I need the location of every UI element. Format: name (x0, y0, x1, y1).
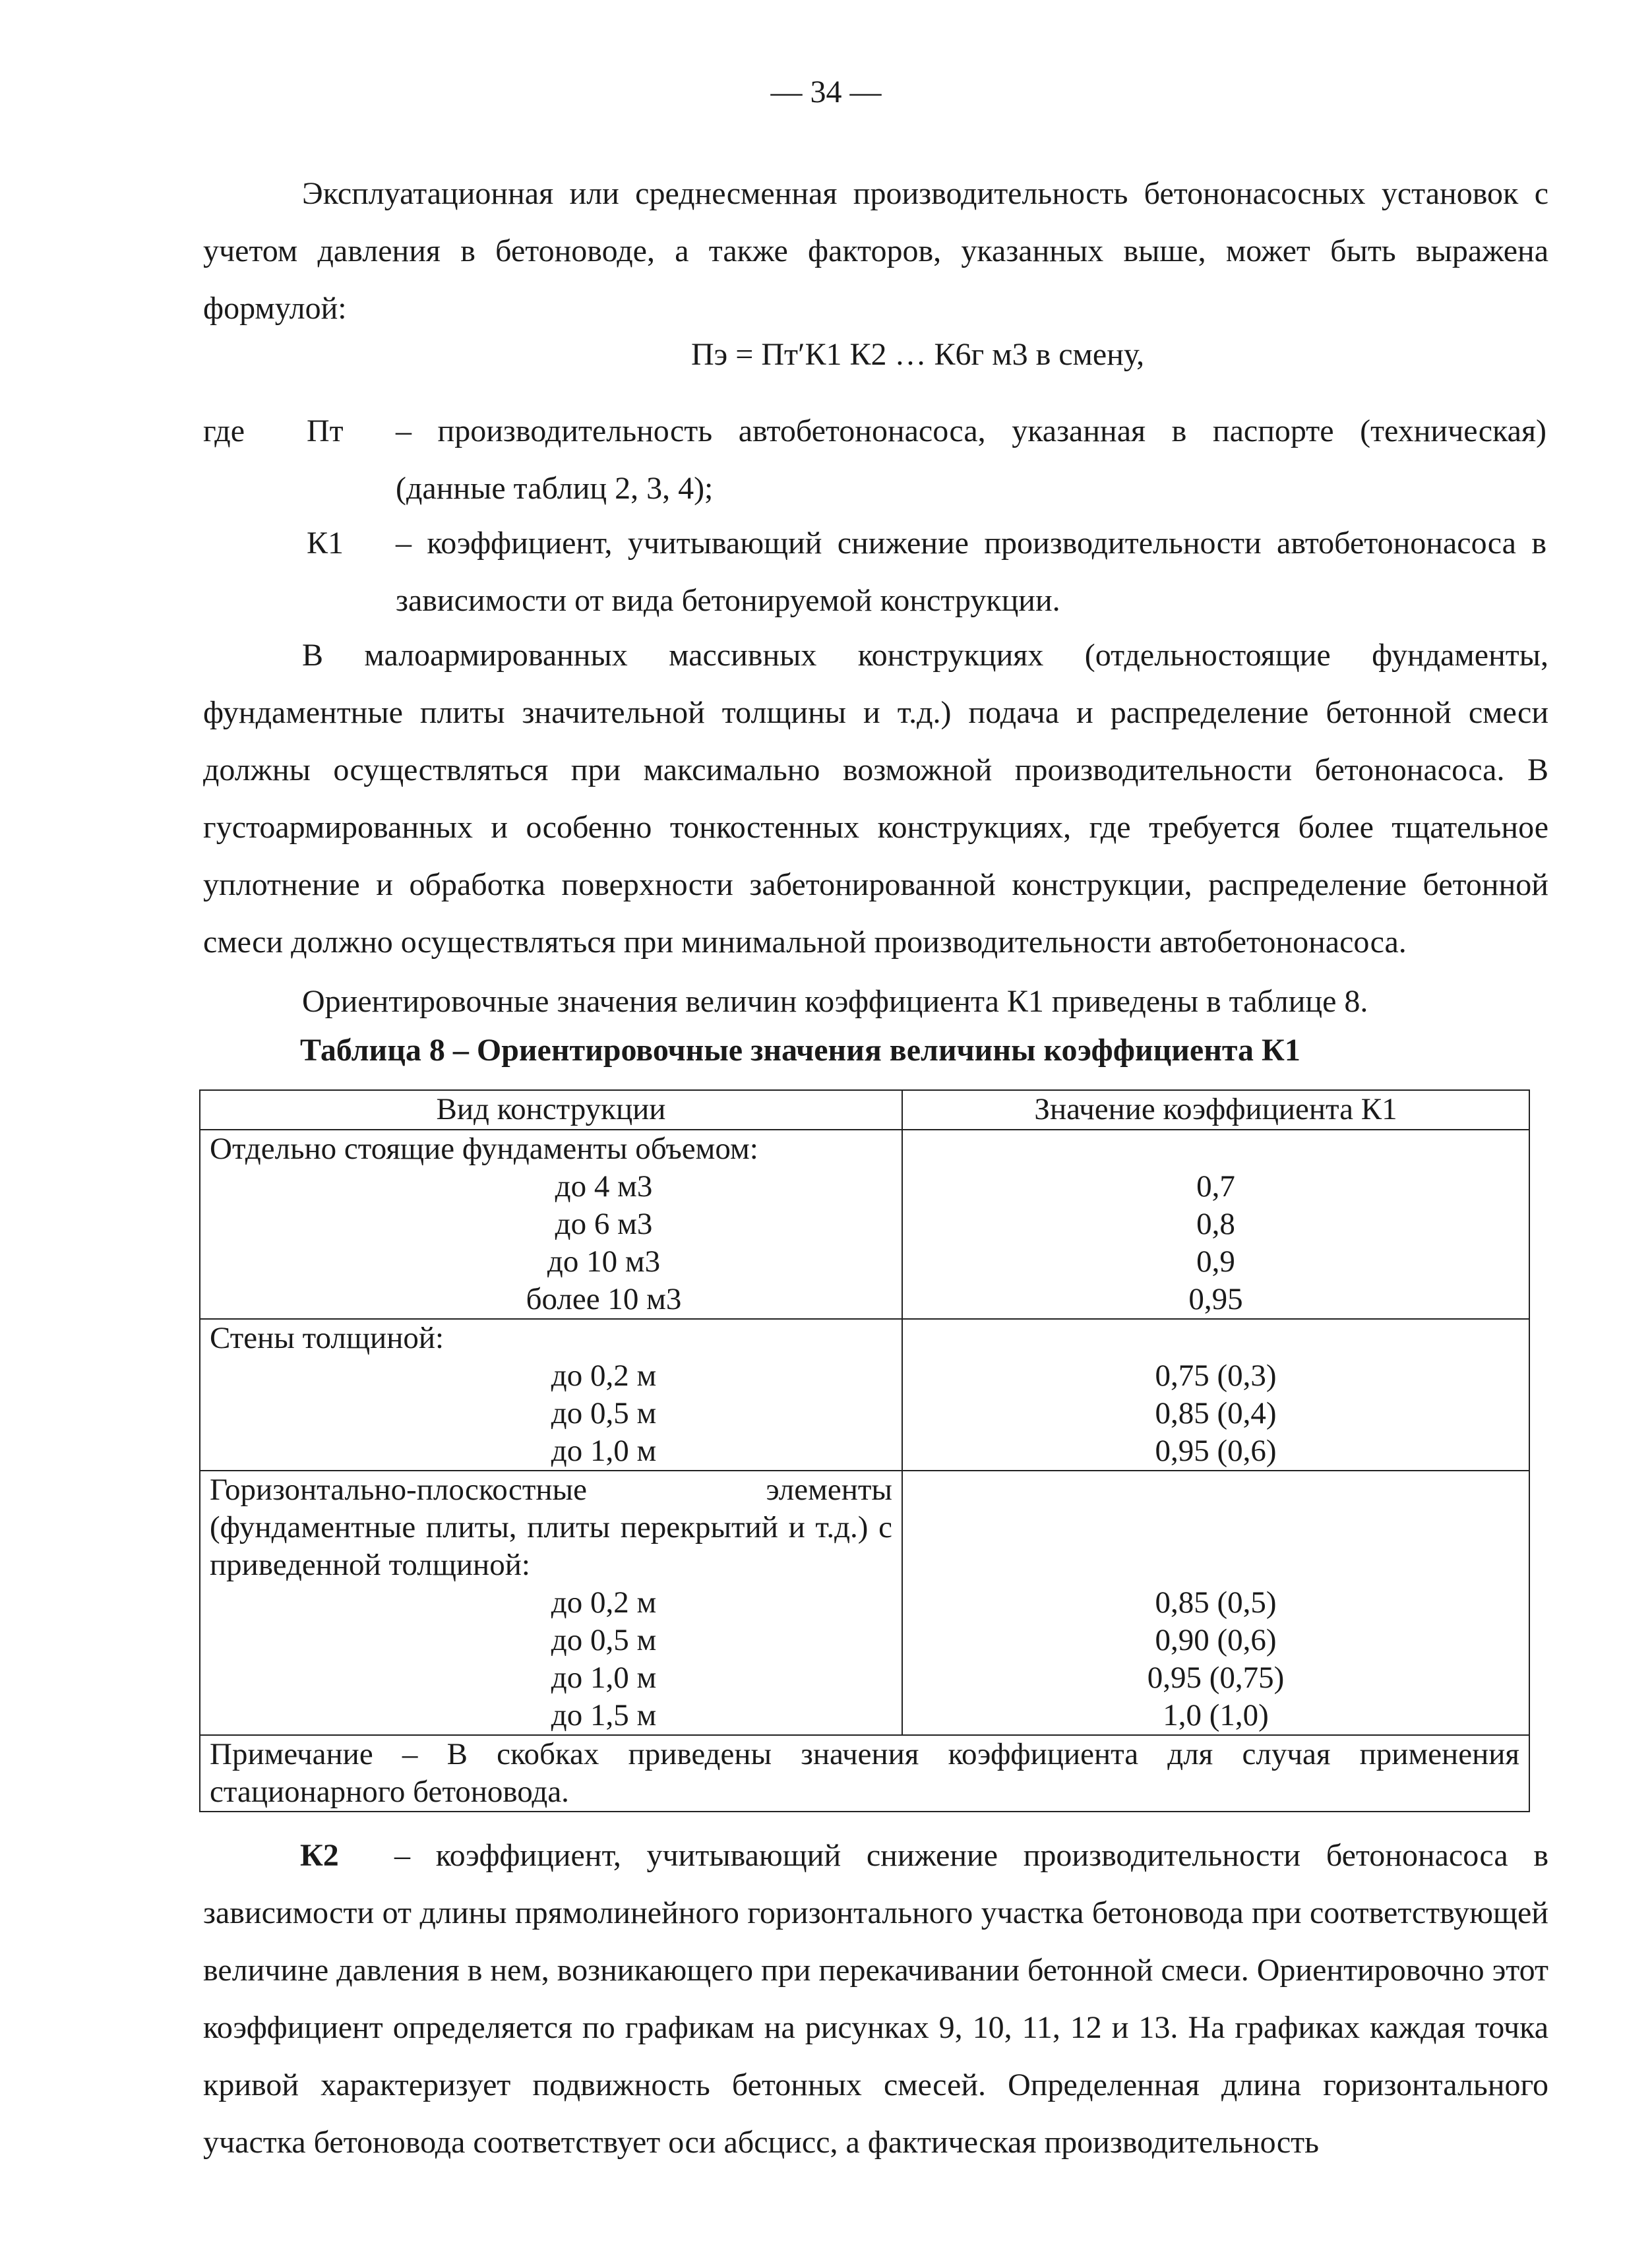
intro-paragraph: Эксплуатационная или среднесменная производительность бетононасосных установок с учетом давления в бетоноводе, а также факторов, указанных выше, может быть выражена формулой: (203, 176, 1548, 326)
row-value: 0,75 (0,3) (1155, 1359, 1277, 1393)
row-label: до 10 м3 (547, 1244, 661, 1279)
table-note: Примечание – В скобках приведены значения коэффициента для случая применения стационарного бетоновода. (200, 1735, 1529, 1812)
k2-definition: – коэффициент, учитывающий снижение производительности бетононасоса в зависимости от длины прямолинейного горизонтального участка бетоновода при соответствующей величине давления в нем, возникающего при перекачивании бетонной смеси. Ориентировочно этот коэффициент определяется по графикам на рисунках 9, 10, 11, 12 и 13. На графиках каждая точка кривой характеризует подвижность бетонных смесей. Определенная длина горизонтального участка бетоновода соответствует оси абсцисс, а фактическая производительность (203, 1838, 1548, 2160)
definition-k1 (0, 514, 1652, 633)
pt-definition: – производительность автобетононасоса, указанная в паспорте (техническая) (данные таблиц 2, 3, 4); (396, 413, 1546, 506)
definition-pt (0, 402, 1652, 521)
table-reference-paragraph: Ориентировочные значения величин коэффициента К1 приведены в таблице 8. (302, 984, 1368, 1019)
formula (691, 336, 1144, 373)
table-group-foundations (200, 1130, 1529, 1319)
coefficient-table (199, 1089, 1530, 1812)
row-label: более 10 м3 (526, 1282, 682, 1316)
row-label: до 1,0 м (551, 1434, 657, 1468)
definition-k2 (0, 1827, 1652, 2196)
row-label: до 1,0 м (551, 1661, 657, 1695)
k2-symbol: К2 (300, 1838, 339, 1873)
row-label: до 0,5 м (551, 1623, 657, 1657)
row-value: 0,9 (1196, 1244, 1235, 1279)
row-value: 0,90 (0,6) (1155, 1623, 1277, 1657)
pt-symbol: Пт (307, 413, 344, 448)
row-value: 0,8 (1196, 1207, 1235, 1241)
formula-text: Пэ = Пт′К1 К2 … К6г м3 в смену, (691, 337, 1145, 372)
row-label: до 0,2 м (551, 1359, 657, 1393)
table-group-walls (200, 1319, 1529, 1471)
header-construction-type: Вид конструкции (200, 1090, 902, 1130)
row-value: 0,95 (0,6) (1155, 1434, 1277, 1468)
row-label: до 4 м3 (555, 1169, 653, 1204)
row-label: до 0,2 м (551, 1585, 657, 1620)
where-label: где (203, 413, 245, 448)
row-value: 0,85 (0,5) (1155, 1585, 1277, 1620)
row-value: 0,95 (1188, 1282, 1243, 1316)
k1-symbol: К1 (307, 526, 344, 561)
page-number: — 34 — (770, 75, 882, 109)
row-value: 1,0 (1,0) (1163, 1698, 1269, 1732)
row-label: до 6 м3 (555, 1207, 653, 1241)
row-value: 0,7 (1196, 1169, 1235, 1204)
row-value: 0,95 (0,75) (1147, 1661, 1285, 1695)
row-label: до 0,5 м (551, 1396, 657, 1430)
row-label: до 1,5 м (551, 1698, 657, 1732)
row-value: 0,85 (0,4) (1155, 1396, 1277, 1430)
k1-definition: – коэффициент, учитывающий снижение производительности автобетононасоса в зависимости от вида бетонируемой конструкции. (396, 526, 1546, 618)
table-note-row (200, 1735, 1529, 1812)
header-coefficient-value: Значение коэффициента К1 (902, 1090, 1529, 1130)
group-title: Горизонтально-плоскостные элементы (фундаментные плиты, плиты перекрытий и т.д.) с приведенной толщиной: (210, 1473, 892, 1582)
table-header-row (200, 1090, 1529, 1130)
group-title: Отдельно стоящие фундаменты объемом: (210, 1132, 758, 1166)
table-group-horizontal-elements (200, 1471, 1529, 1735)
group-title: Стены толщиной: (210, 1321, 444, 1355)
body-paragraph: В малоармированных массивных конструкциях (отдельностоящие фундаменты, фундаментные плиты значительной толщины и т.д.) подача и распределение бетонной смеси должны осуществляться при максимально возможной производительности бетононасоса. В густоармированных и особенно тонкостенных конструкциях, где требуется более тщательное уплотнение и обработка поверхности забетонированной конструкции, распределение бетонной смеси должно осуществляться при минимальной производительности автобетононасоса. (203, 638, 1548, 960)
table-caption: Таблица 8 – Ориентировочные значения величины коэффициента К1 (300, 1033, 1300, 1068)
